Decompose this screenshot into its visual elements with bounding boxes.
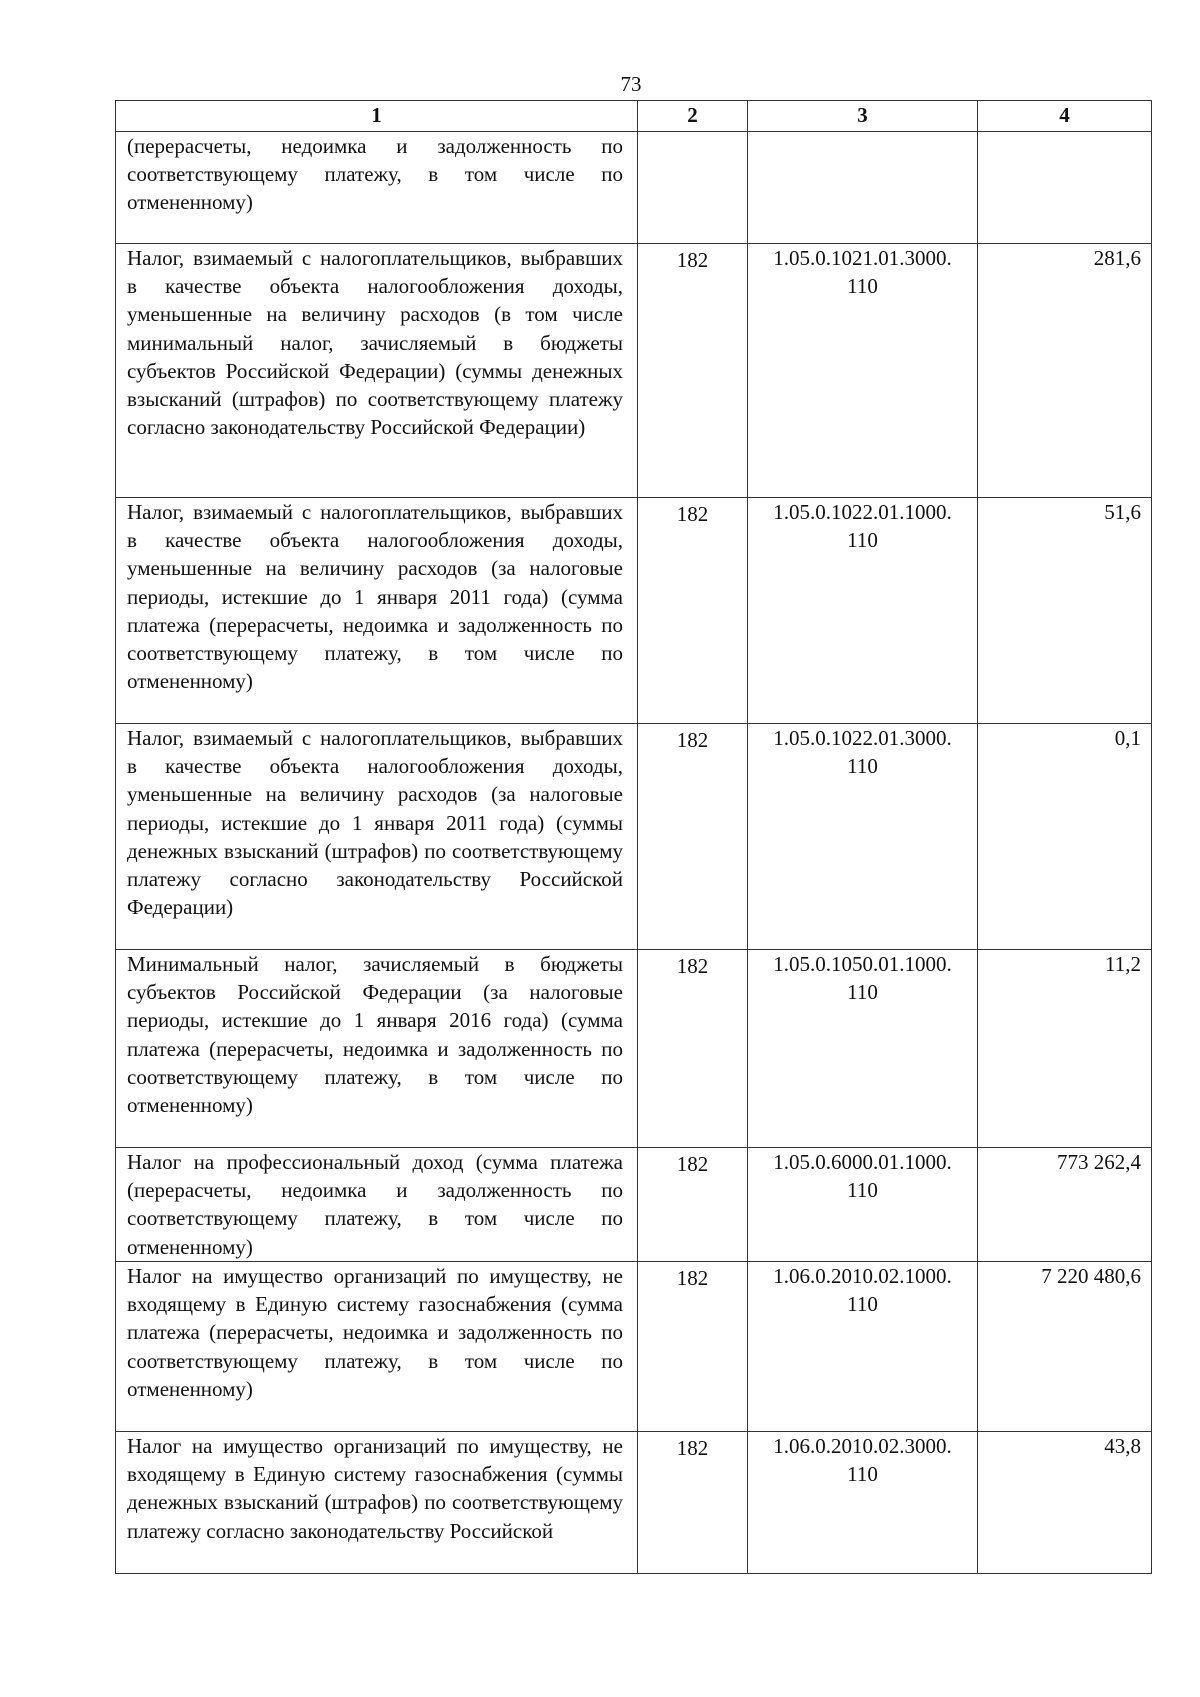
- budget-code-line2: 110: [847, 528, 878, 553]
- row-budget-code: [748, 950, 978, 1148]
- row-amount: 51,6: [978, 498, 1152, 724]
- budget-code-line1: 1.06.0.2010.02.3000.: [773, 1434, 952, 1458]
- row-amount: 773 262,4: [978, 1148, 1152, 1262]
- budget-code-line1: 1.05.0.1022.01.1000.: [773, 500, 952, 524]
- row-admin-code: [638, 132, 748, 244]
- budget-code-line1: 1.05.0.1050.01.1000.: [773, 952, 952, 976]
- budget-code-line2: 110: [847, 1462, 878, 1487]
- table-row: [116, 498, 1152, 724]
- row-amount: 0,1: [978, 724, 1152, 950]
- budget-code-line2: 110: [847, 754, 878, 779]
- row-budget-code: [748, 244, 978, 498]
- row-budget-code: [748, 1432, 978, 1574]
- row-admin-code: 182: [638, 1262, 748, 1432]
- budget-code-line2: 110: [847, 1292, 878, 1317]
- row-budget-code: [748, 1148, 978, 1262]
- row-admin-code: 182: [638, 244, 748, 498]
- column-header-1: 1: [116, 101, 638, 132]
- row-budget-code: [748, 724, 978, 950]
- header-row: [116, 101, 1152, 132]
- row-admin-code: 182: [638, 950, 748, 1148]
- page-number: 73: [620, 72, 642, 96]
- row-budget-code: [748, 1262, 978, 1432]
- table-row: [116, 1148, 1152, 1262]
- table-row: [116, 244, 1152, 498]
- row-admin-code: 182: [638, 498, 748, 724]
- column-header-4: 4: [978, 101, 1152, 132]
- row-admin-code: 182: [638, 1148, 748, 1262]
- column-header-3: 3: [748, 101, 978, 132]
- row-admin-code: 182: [638, 724, 748, 950]
- table-row: [116, 132, 1152, 244]
- row-description: Налог, взимаемый с налогоплательщиков, выбравших в качестве объекта налогообложения доходы, уменьшенные на величину расходов (за налоговые периоды, истекшие до 1 января 2011 года) (суммы денежных взысканий (штрафов) по соответствующему платежу согласно законодательству Российской Федерации): [116, 724, 638, 950]
- table-row: [116, 1432, 1152, 1574]
- budget-code-line1: 1.06.0.2010.02.1000.: [773, 1264, 952, 1288]
- row-amount: 281,6: [978, 244, 1152, 498]
- row-description: Налог на имущество организаций по имуществу, не входящему в Единую систему газоснабжения (суммы денежных взысканий (штрафов) по соответствующему платежу согласно законодательству Российской: [116, 1432, 638, 1574]
- column-header-2: 2: [638, 101, 748, 132]
- revenue-table: [115, 100, 1152, 1574]
- budget-code-line2: 110: [847, 1178, 878, 1203]
- row-budget-code: [748, 498, 978, 724]
- table-row: [116, 950, 1152, 1148]
- row-description: Минимальный налог, зачисляемый в бюджеты субъектов Российской Федерации (за налоговые периоды, истекшие до 1 января 2016 года) (сумма платежа (перерасчеты, недоимка и задолженность по соответствующему платежу, в том числе по отмененному): [116, 950, 638, 1148]
- budget-code-line1: 1.05.0.1021.01.3000.: [773, 246, 952, 270]
- table-row: [116, 1262, 1152, 1432]
- budget-code-line2: 110: [847, 274, 878, 299]
- row-description: Налог на профессиональный доход (сумма платежа (перерасчеты, недоимка и задолженность по соответствующему платежу, в том числе по отмененному): [116, 1148, 638, 1262]
- row-description: Налог, взимаемый с налогоплательщиков, выбравших в качестве объекта налогообложения доходы, уменьшенные на величину расходов (за налоговые периоды, истекшие до 1 января 2011 года) (сумма платежа (перерасчеты, недоимка и задолженность по соответствующему платежу, в том числе по отмененному): [116, 498, 638, 724]
- budget-code-line1: 1.05.0.6000.01.1000.: [773, 1150, 952, 1174]
- row-admin-code: 182: [638, 1432, 748, 1574]
- row-amount: 11,2: [978, 950, 1152, 1148]
- row-description: Налог, взимаемый с налогоплательщиков, выбравших в качестве объекта налогообложения доходы, уменьшенные на величину расходов (в том числе минимальный налог, зачисляемый в бюджеты субъектов Российской Федерации) (суммы денежных взысканий (штрафов) по соответствующему платежу согласно законодательству Российской Федерации): [116, 244, 638, 498]
- budget-code-line1: 1.05.0.1022.01.3000.: [773, 726, 952, 750]
- row-amount: 43,8: [978, 1432, 1152, 1574]
- row-description: (перерасчеты, недоимка и задолженность по соответствующему платежу, в том числе по отмененному): [116, 132, 638, 244]
- row-description: Налог на имущество организаций по имуществу, не входящему в Единую систему газоснабжения (сумма платежа (перерасчеты, недоимка и задолженность по соответствующему платежу, в том числе по отмененному): [116, 1262, 638, 1432]
- row-amount: [978, 132, 1152, 244]
- row-amount: 7 220 480,6: [978, 1262, 1152, 1432]
- table-row: [116, 724, 1152, 950]
- row-budget-code: [748, 132, 978, 244]
- budget-code-line2: 110: [847, 980, 878, 1005]
